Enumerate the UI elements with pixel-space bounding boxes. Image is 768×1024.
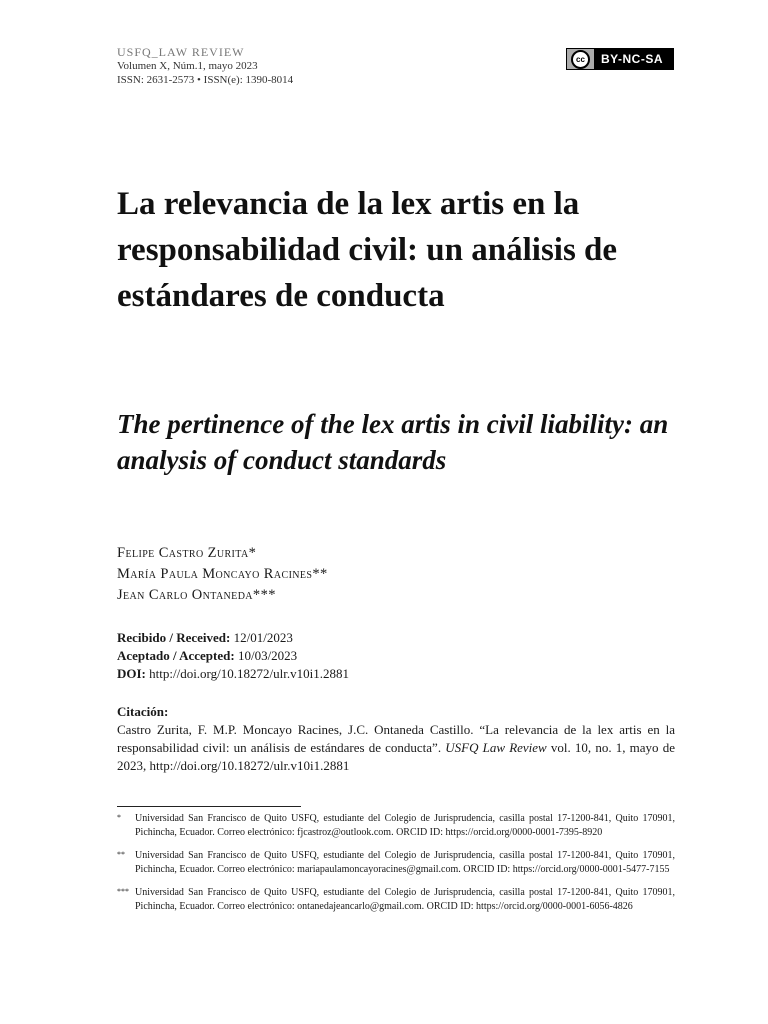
- journal-volume: Volumen X, Núm.1, mayo 2023: [117, 60, 258, 72]
- doi-link[interactable]: http://doi.org/10.18272/ulr.v10i1.2881: [145, 666, 349, 681]
- article-dates: [117, 629, 349, 683]
- received-label: Recibido / Received:: [117, 630, 231, 645]
- article-title: La relevancia de la lex artis en la responsabilidad civil: un análisis de estándares de conducta: [117, 186, 618, 314]
- footnote-text: Universidad San Francisco de Quito USFQ, estudiante del Colegio de Jurisprudencia, casilla postal 17-1200-841, Quito 170901, Pichincha, Ecuador. Correo electrónico: fjcastroz@outlook.com. ORCID ID: https://orcid.org/0000-0001-7395-8920: [135, 813, 675, 838]
- accepted-label: Aceptado / Accepted:: [117, 648, 235, 663]
- author-list: [117, 543, 328, 606]
- citation-block: [117, 703, 675, 775]
- citation-label: Citación:: [117, 704, 169, 719]
- received-value: 12/01/2023: [230, 630, 293, 645]
- footnote-mark: *: [117, 813, 121, 822]
- author-name: María Paula Moncayo Racines**: [117, 566, 328, 582]
- accepted-date: [117, 647, 349, 665]
- footnote: [117, 886, 675, 914]
- author-name: Felipe Castro Zurita*: [117, 545, 257, 561]
- accepted-value: 10/03/2023: [234, 648, 298, 663]
- cc-icon: [567, 49, 595, 69]
- citation-text-before: Castro Zurita, F. M.P. Moncayo Racines, J.C. Ontaneda Castillo. “La relevancia de la lex artis en la responsabilidad civil: un análisis de estándares de conducta”.: [117, 722, 675, 755]
- author-name: Jean Carlo Ontaneda***: [117, 587, 276, 603]
- footnote-text: Universidad San Francisco de Quito USFQ, estudiante del Colegio de Jurisprudencia, casilla postal 17-1200-841, Quito 170901, Pichincha, Ecuador. Correo electrónico: ontanedajeancarlo@gmail.com. ORCID ID: https://orcid.org/0000-0001-6056-4826: [135, 887, 675, 912]
- article-first-page: [117, 0, 675, 1024]
- citation-text: [117, 721, 675, 775]
- citation-text-after: vol. 10, no. 1, mayo de 2023, http://doi.org/10.18272/ulr.v10i1.2881: [117, 740, 675, 773]
- citation-journal: USFQ Law Review: [445, 740, 547, 755]
- footnotes: [117, 812, 675, 923]
- received-date: [117, 629, 349, 647]
- footnote: [117, 849, 675, 877]
- footnote-divider: [117, 806, 301, 807]
- journal-issn: ISSN: 2631-2573 • ISSN(e): 1390-8014: [117, 74, 294, 86]
- cc-icon-text: cc: [571, 50, 590, 69]
- license-code: BY-NC-SA: [600, 52, 663, 66]
- footnote: [117, 812, 675, 840]
- doi-label: DOI:: [117, 666, 146, 681]
- journal-name: USFQ_LAW REVIEW: [117, 45, 245, 59]
- license-badge: [566, 48, 674, 70]
- footnote-text: Universidad San Francisco de Quito USFQ, estudiante del Colegio de Jurisprudencia, casilla postal 17-1200-841, Quito 170901, Pichincha, Ecuador. Correo electrónico: mariapaulamoncayoracines@gmail.com. ORCID ID: https://orcid.org/0000-0001-5477-7155: [135, 850, 675, 875]
- footnote-mark: ***: [117, 887, 129, 896]
- journal-header: [117, 45, 293, 87]
- article-subtitle: The pertinence of the lex artis in civil liability: an analysis of conduct standards: [117, 409, 669, 475]
- doi: [117, 665, 349, 683]
- footnote-mark: **: [117, 850, 125, 859]
